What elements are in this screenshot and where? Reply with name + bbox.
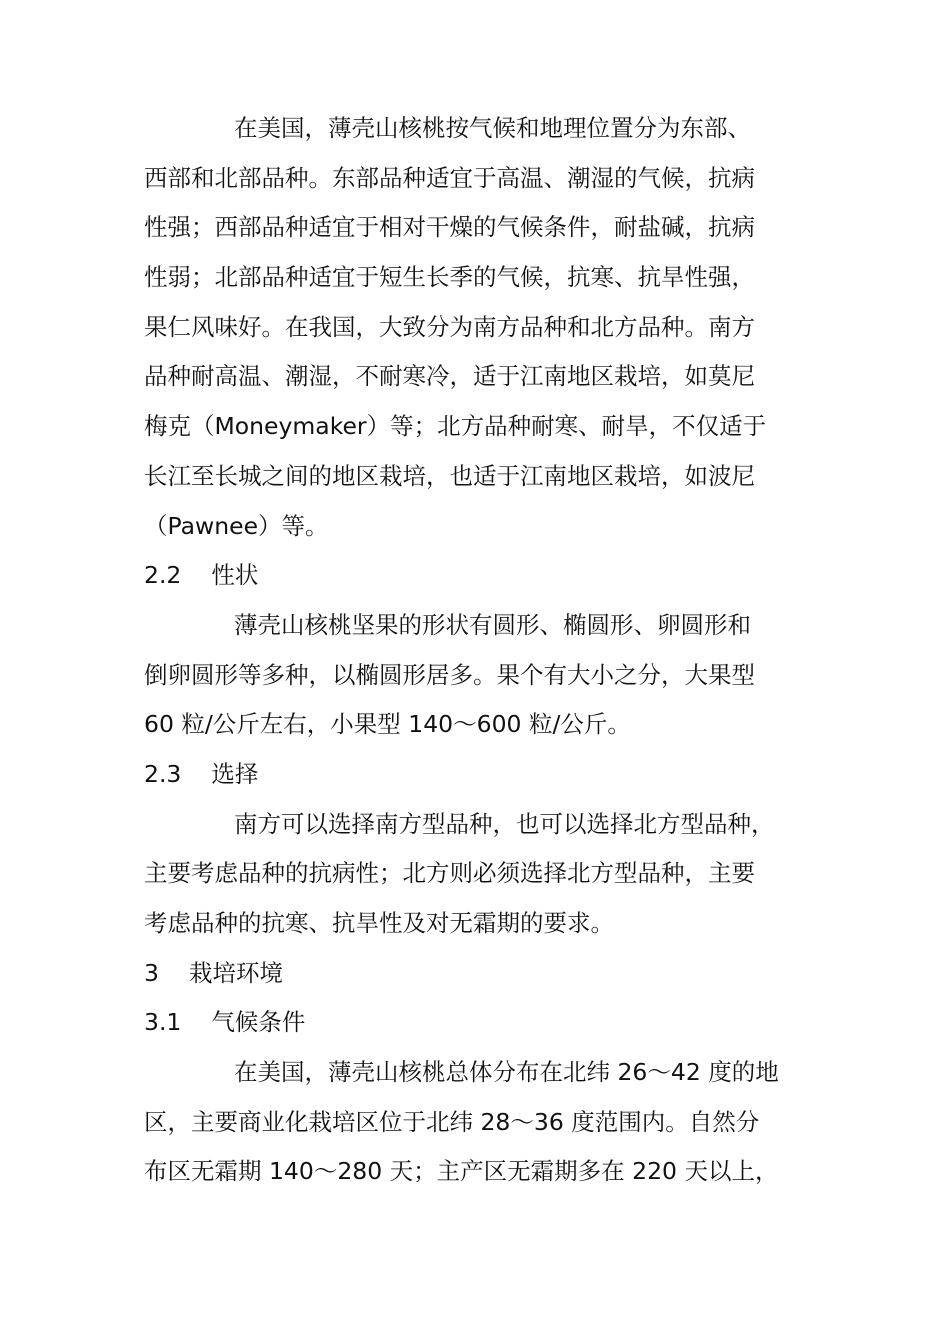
section-number: 2.3 <box>144 759 182 788</box>
section-title: 性状 <box>211 561 259 590</box>
section-title: 选择 <box>211 759 259 788</box>
section-number: 3.1 <box>144 1008 182 1037</box>
document-page <box>144 104 824 1197</box>
text-line: 区，主要商业化栽培区位于北纬 28～36 度范围内。自然分 <box>144 1107 760 1136</box>
text-line: 性弱；北部品种适宜于短生长季的气候，抗寒、抗旱性强， <box>144 263 755 292</box>
text-line: 南方可以选择南方型品种，也可以选择北方型品种， <box>234 809 775 838</box>
section-heading-3 <box>144 949 824 999</box>
section-title: 气候条件 <box>211 1008 306 1037</box>
section-heading-2-3 <box>144 750 824 800</box>
text-line: 60 粒/公斤左右，小果型 140～600 粒/公斤。 <box>144 710 631 739</box>
section-heading-3-1 <box>144 998 824 1048</box>
text-line: 布区无霜期 140～280 天；主产区无霜期多在 220 天以上， <box>144 1157 779 1186</box>
section-title: 栽培环境 <box>188 958 283 987</box>
text-line: 考虑品种的抗寒、抗旱性及对无霜期的要求。 <box>144 909 614 937</box>
section-heading-2-2 <box>144 551 824 601</box>
text-line: 西部和北部品种。东部品种适宜于高温、潮湿的气候，抗病 <box>144 163 755 192</box>
section-number: 2.2 <box>144 561 182 590</box>
text-line: 长江至长城之间的地区栽培，也适于江南地区栽培，如波尼 <box>144 461 755 490</box>
text-line: 薄壳山核桃坚果的形状有圆形、椭圆形、卵圆形和 <box>234 610 751 639</box>
text-line: （Pawnee）等。 <box>144 511 329 540</box>
text-line: 梅克（Moneymaker）等；北方品种耐寒、耐旱，不仅适于 <box>144 412 767 441</box>
text-line: 倒卵圆形等多种，以椭圆形居多。果个有大小之分，大果型 <box>144 660 755 689</box>
text-line: 在美国，薄壳山核桃按气候和地理位置分为东部、 <box>234 114 751 142</box>
text-line: 在美国，薄壳山核桃总体分布在北纬 26～42 度的地 <box>234 1058 779 1087</box>
text-line: 主要考虑品种的抗病性；北方则必须选择北方型品种，主要 <box>144 859 755 888</box>
section-number: 3 <box>144 958 159 987</box>
text-line: 果仁风味好。在我国，大致分为南方品种和北方品种。南方 <box>144 312 755 341</box>
text-line: 品种耐高温、潮湿，不耐寒冷，适于江南地区栽培，如莫尼 <box>144 362 755 391</box>
text-line: 性强；西部品种适宜于相对干燥的气候条件，耐盐碱，抗病 <box>144 213 755 242</box>
